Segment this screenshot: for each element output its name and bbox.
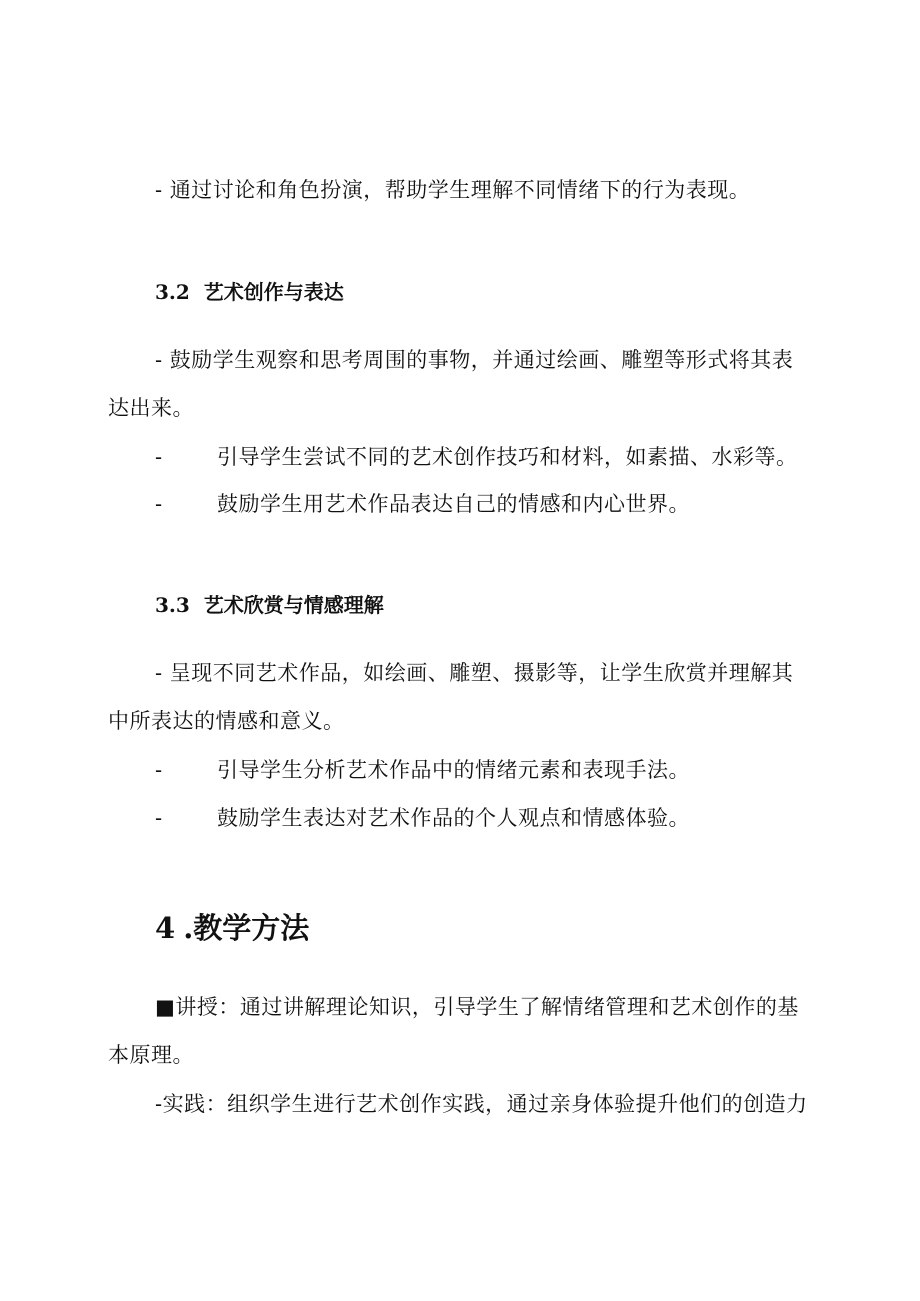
bullet-observe-line1: - 鼓励学生观察和思考周围的事物，并通过绘画、雕塑等形式将其表 [155, 348, 794, 372]
bullet-dash: - [155, 758, 163, 782]
bullet-techniques [155, 443, 798, 471]
section-title: 艺术欣赏与情感理解 [203, 593, 384, 617]
bullet-text: 引导学生分析艺术作品中的情绪元素和表现手法。 [217, 758, 690, 782]
section-number: 4 [155, 911, 176, 945]
bullet-observe-line2: 达出来。 [108, 396, 194, 420]
section-number: 3.2 [155, 280, 190, 304]
bullet-text: 引导学生尝试不同的艺术创作技巧和材料，如素描、水彩等。 [217, 445, 798, 469]
bullet-lecture-line1: ■讲授：通过讲解理论知识，引导学生了解情绪管理和艺术创作的基 [155, 995, 799, 1019]
section-title: 艺术创作与表达 [203, 280, 344, 304]
section-heading-3-3 [155, 591, 384, 619]
bullet-express-emotions [155, 490, 690, 518]
section-heading-3-2 [155, 278, 344, 306]
bullet-text: 鼓励学生表达对艺术作品的个人观点和情感体验。 [217, 806, 690, 830]
section-number: 3.3 [155, 593, 190, 617]
bullet-lecture-line2: 本原理。 [108, 1043, 194, 1067]
bullet-discussion-roleplay: - 通过讨论和角色扮演，帮助学生理解不同情绪下的行为表现。 [155, 178, 751, 202]
bullet-dash: - [155, 492, 163, 516]
section-title: .教学方法 [183, 911, 310, 945]
section-heading-4 [155, 910, 309, 946]
bullet-present-works-line2: 中所表达的情感和意义。 [108, 709, 345, 733]
bullet-present-works-line1: - 呈现不同艺术作品，如绘画、雕塑、摄影等，让学生欣赏并理解其 [155, 661, 794, 685]
bullet-practice: -实践：组织学生进行艺术创作实践，通过亲身体验提升他们的创造力 [155, 1092, 808, 1116]
bullet-personal-views [155, 804, 690, 832]
bullet-analyze [155, 756, 690, 784]
bullet-dash: - [155, 445, 163, 469]
bullet-dash: - [155, 806, 163, 830]
bullet-text: 鼓励学生用艺术作品表达自己的情感和内心世界。 [217, 492, 690, 516]
